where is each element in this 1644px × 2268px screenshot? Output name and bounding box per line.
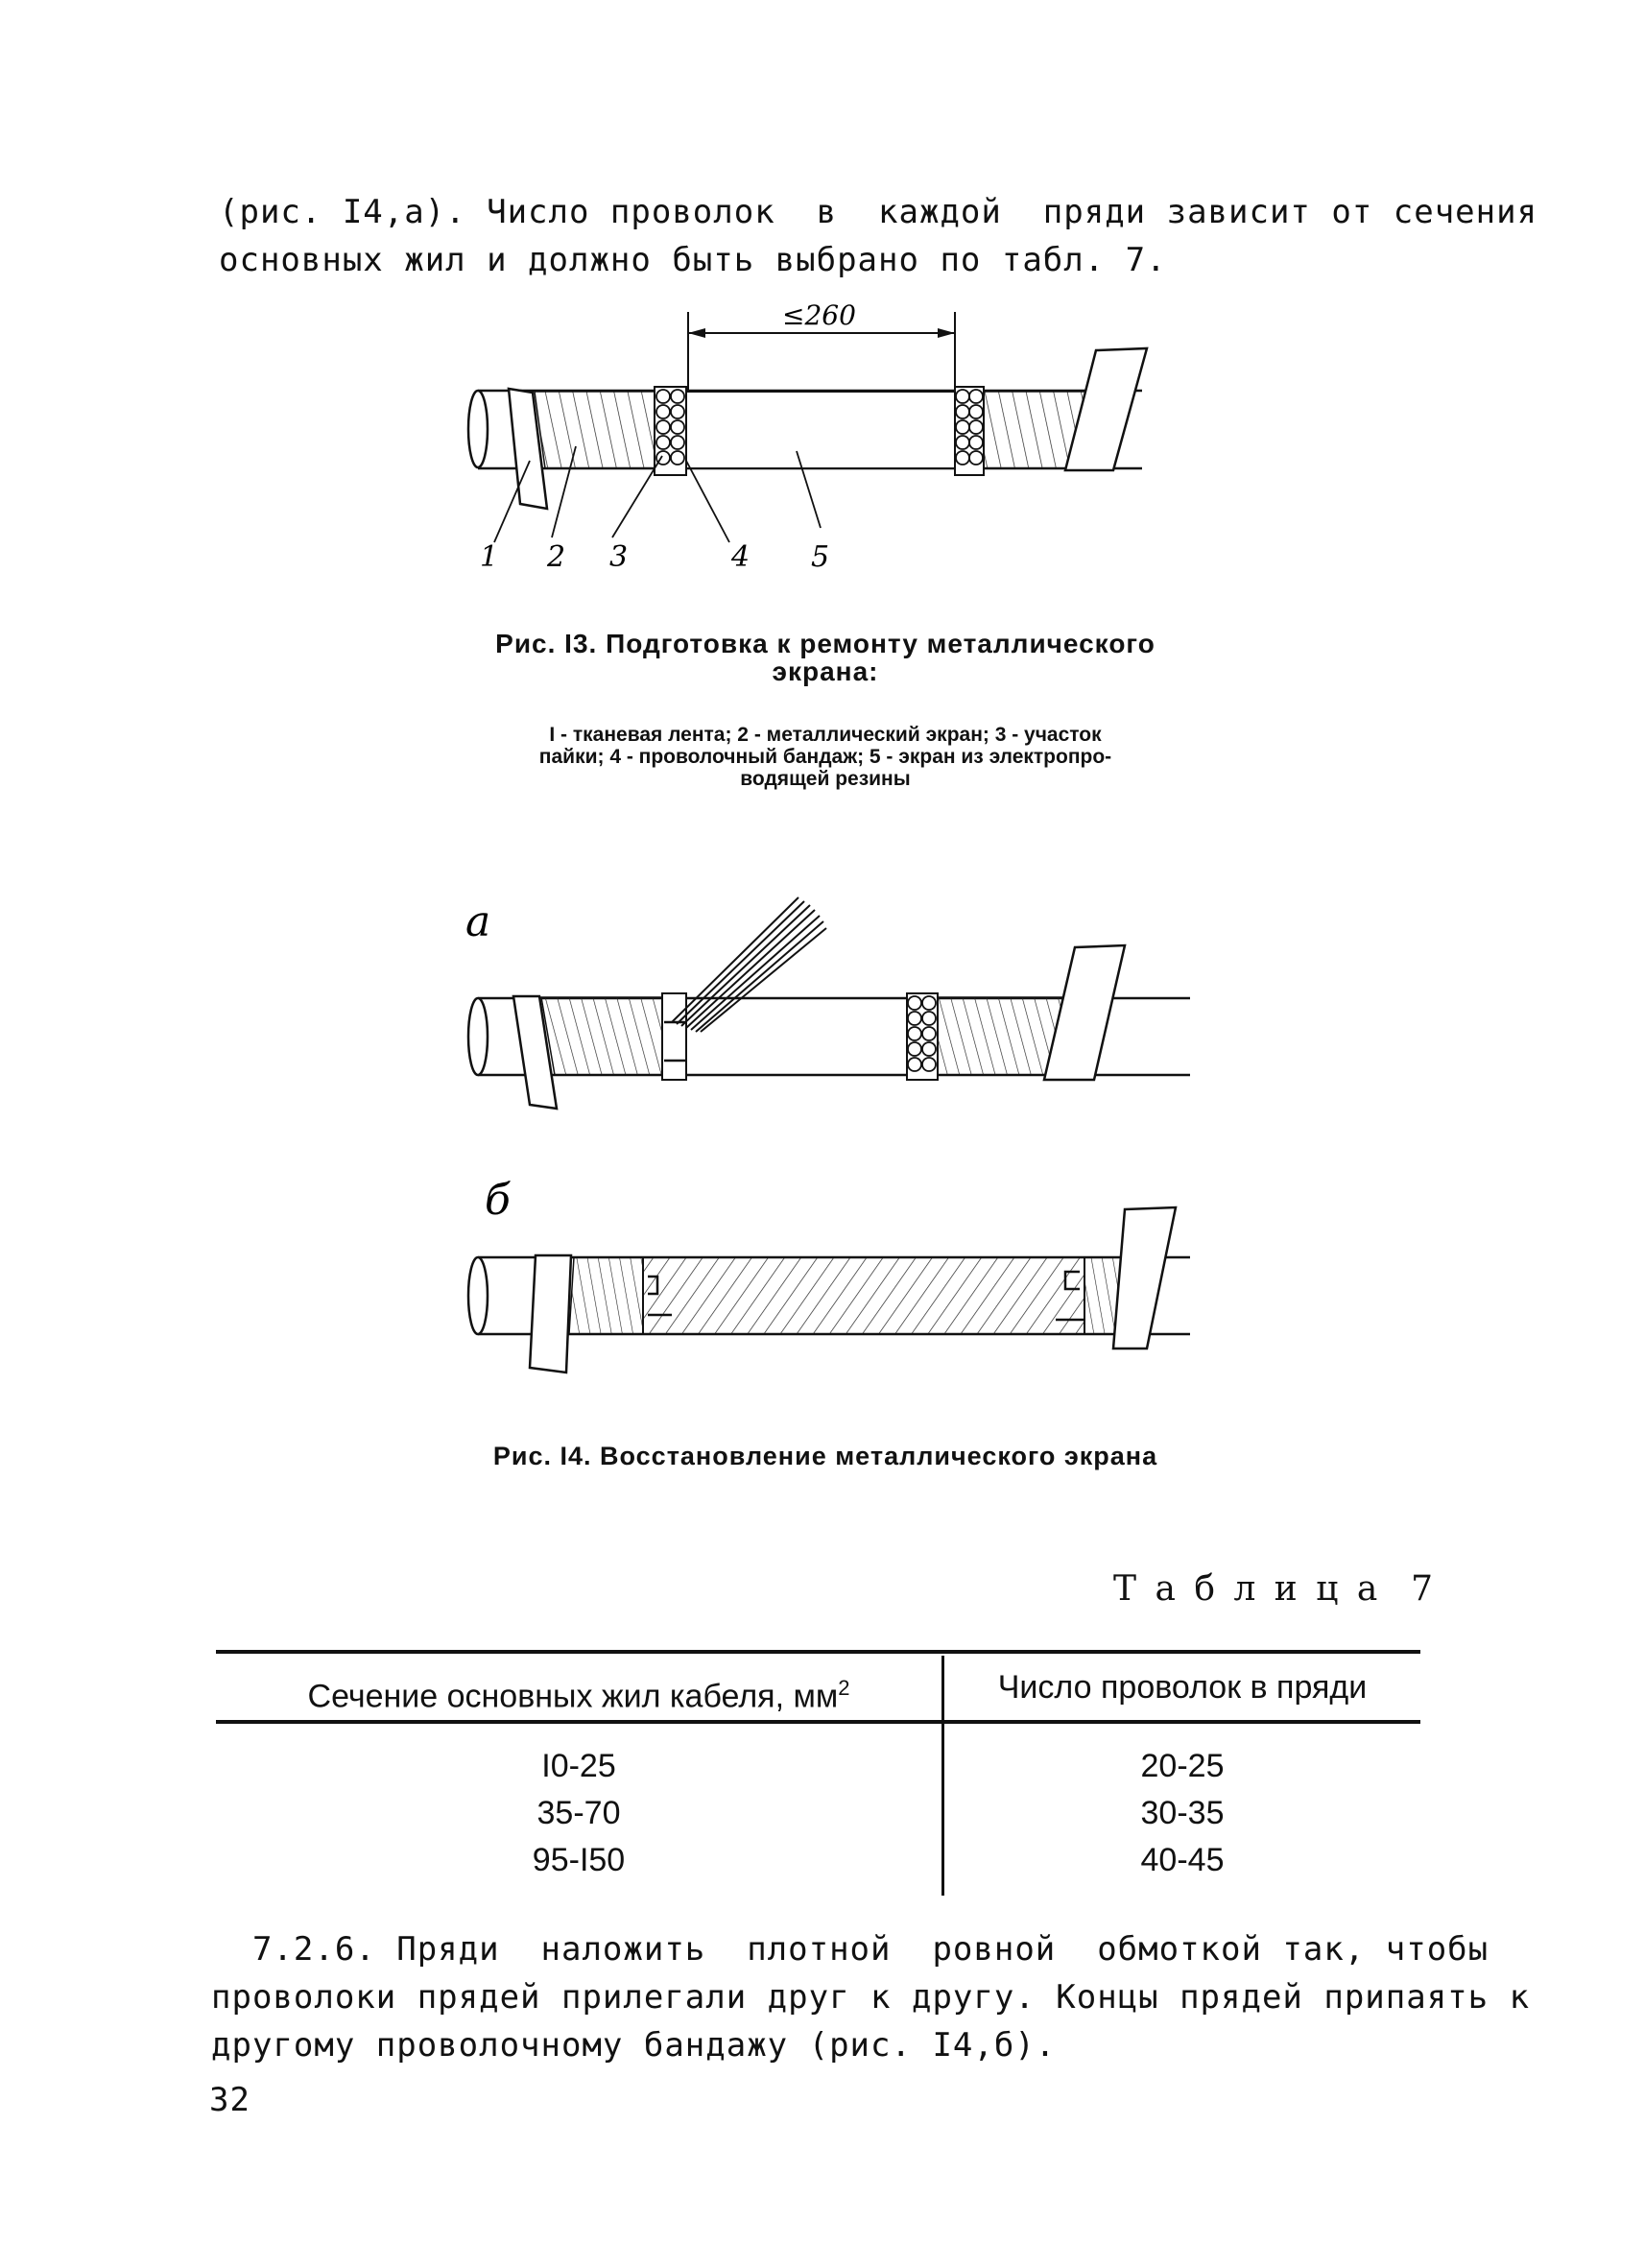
figure-13-caption-title-2: экрана: — [772, 657, 879, 686]
intro-line-1: (рис. I4,а). Число проволок в каждой пряди зависит от сечения — [219, 193, 1538, 231]
table-column-divider — [941, 1656, 944, 1896]
paragraph-7-2-6-line-3: другому проволочному бандажу (рис. I4,б). — [211, 2026, 1057, 2065]
intro-line-2: основных жил и должно быть выбрано по табл. 7. — [219, 241, 1167, 279]
figure-14-caption: Рис. I4. Восстановление металлического экрана — [492, 1442, 1158, 1470]
figure-13-legend-3: водящей резины — [740, 768, 911, 790]
paragraph-7-2-6-line-2: проволоки прядей прилегали друг к другу. Концы прядей припаять к — [211, 1978, 1531, 2017]
figure-14a-drawing — [441, 878, 1209, 1128]
callout-1: 1 — [480, 540, 499, 574]
figure-14b-drawing — [441, 1161, 1209, 1382]
table-header-section — [216, 1664, 941, 1720]
table-header-wires: Число проволок в пряди — [997, 1669, 1368, 1706]
table-cell-section: I0-25 — [541, 1748, 616, 1784]
table-top-rule — [216, 1650, 1420, 1654]
table-heading: Т а б л и ц а 7 — [1113, 1569, 1438, 1609]
figure-13-legend-1: I - тканевая лента; 2 - металлический экран; 3 - участок — [549, 724, 1102, 746]
table-header-rule — [216, 1720, 1420, 1724]
callout-4: 4 — [731, 540, 751, 574]
table-cell-wires: 40-45 — [1140, 1842, 1225, 1878]
page-number: 32 — [209, 2081, 250, 2119]
label-a: а — [465, 897, 491, 946]
label-b: б — [485, 1176, 511, 1225]
dimension-label: ≤260 — [782, 299, 856, 331]
table-cell-wires: 30-35 — [1140, 1795, 1225, 1831]
figure-13-drawing — [441, 293, 1228, 581]
callout-3: 3 — [609, 540, 629, 574]
table-header-section-text: Сечение основных жил кабеля, мм — [307, 1678, 839, 1715]
table-cell-section: 95-I50 — [532, 1842, 626, 1878]
paragraph-7-2-6-line-1: 7.2.6. Пряди наложить плотной ровной обмоткой так, чтобы — [211, 1930, 1489, 1969]
figure-13-caption-title-1: Рис. I3. Подготовка к ремонту металлического — [495, 629, 1156, 658]
callout-2: 2 — [547, 540, 566, 574]
callout-5: 5 — [811, 540, 830, 574]
table-header-superscript: 2 — [838, 1676, 850, 1700]
table-cell-section: 35-70 — [536, 1795, 621, 1831]
table-cell-wires: 20-25 — [1140, 1748, 1225, 1784]
figure-13-legend-2: пайки; 4 - проволочный бандаж; 5 - экран из электропро- — [538, 746, 1112, 768]
